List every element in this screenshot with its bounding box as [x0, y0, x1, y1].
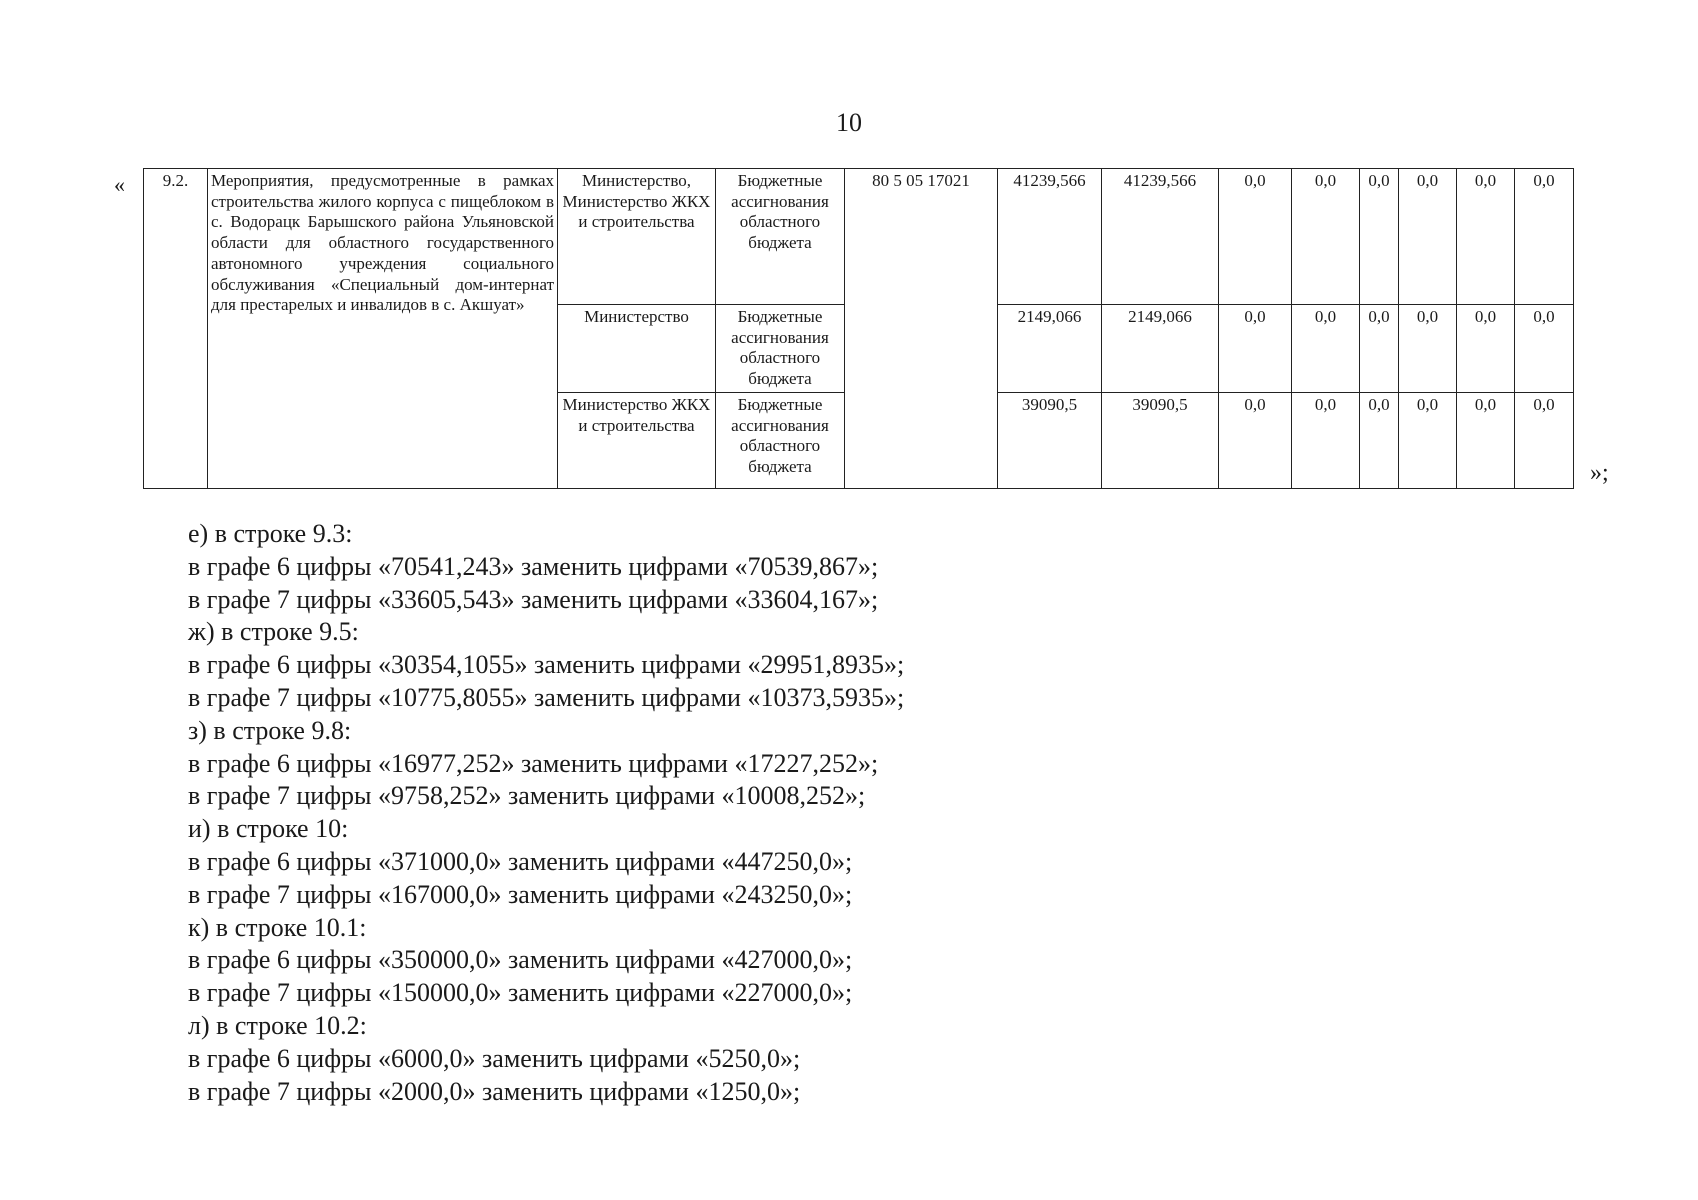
text-line: в графе 7 цифры «2000,0» заменить цифрами «1250,0»;: [188, 1076, 801, 1106]
year-value-cell: 0,0: [1399, 392, 1457, 488]
year-value-cell: 0,0: [1515, 305, 1574, 393]
year-value-cell: 0,0: [1219, 392, 1292, 488]
year-value-cell: 0,0: [1457, 305, 1515, 393]
year-value-cell: 0,0: [1219, 169, 1292, 305]
row-number: 9.2.: [144, 169, 208, 489]
quote-open: «: [114, 172, 125, 197]
budget-table: [143, 168, 1574, 489]
page-number: 10: [836, 108, 862, 137]
text-line: в графе 6 цифры «350000,0» заменить цифрами «427000,0»;: [188, 945, 853, 975]
total-cell: 39090,5: [998, 392, 1102, 488]
text-line: в графе 7 цифры «10775,8055» заменить цифрами «10373,5935»;: [188, 682, 905, 712]
text-line: л) в строке 10.2:: [188, 1010, 367, 1040]
text-line: к) в строке 10.1:: [188, 912, 367, 942]
year-value-cell: 0,0: [1457, 169, 1515, 305]
budget-code: 80 5 05 17021: [845, 169, 998, 489]
year-value-cell: 0,0: [1292, 392, 1360, 488]
text-line: в графе 6 цифры «371000,0» заменить цифрами «447250,0»;: [188, 846, 853, 876]
funding-source-cell: Бюджетные ассигнования областного бюджета: [716, 392, 845, 488]
year-value-cell: 0,0: [1399, 169, 1457, 305]
text-line: в графе 7 цифры «167000,0» заменить цифрами «243250,0»;: [188, 879, 853, 909]
year-value-cell: 0,0: [1292, 305, 1360, 393]
year-value-cell: 0,0: [1360, 305, 1399, 393]
year-value-cell: 2149,066: [1102, 305, 1219, 393]
year-value-cell: 0,0: [1360, 392, 1399, 488]
text-line: в графе 6 цифры «70541,243» заменить цифрами «70539,867»;: [188, 551, 879, 581]
text-line: ж) в строке 9.5:: [188, 617, 359, 647]
year-value-cell: 0,0: [1515, 392, 1574, 488]
year-value-cell: 0,0: [1515, 169, 1574, 305]
year-value-cell: 0,0: [1360, 169, 1399, 305]
executor-cell: Министерство ЖКХ и строительства: [558, 392, 716, 488]
funding-source-cell: Бюджетные ассигнования областного бюджета: [716, 169, 845, 305]
year-value-cell: 39090,5: [1102, 392, 1219, 488]
text-line: и) в строке 10:: [188, 814, 349, 844]
text-line: в графе 6 цифры «30354,1055» заменить цифрами «29951,8935»;: [188, 650, 905, 680]
year-value-cell: 0,0: [1457, 392, 1515, 488]
year-value-cell: 41239,566: [1102, 169, 1219, 305]
text-line: е) в строке 9.3:: [188, 519, 353, 548]
funding-source-cell: Бюджетные ассигнования областного бюджета: [716, 305, 845, 393]
total-cell: 2149,066: [998, 305, 1102, 393]
text-line: в графе 7 цифры «33605,543» заменить цифрами «33604,167»;: [188, 584, 879, 614]
text-line: в графе 6 цифры «16977,252» заменить цифрами «17227,252»;: [188, 748, 879, 778]
executor-cell: Министерство, Министерство ЖКХ и строительства: [558, 169, 716, 305]
year-value-cell: 0,0: [1219, 305, 1292, 393]
text-line: в графе 7 цифры «150000,0» заменить цифрами «227000,0»;: [188, 978, 853, 1008]
total-cell: 41239,566: [998, 169, 1102, 305]
amendments-text: [188, 518, 904, 1108]
text-line: в графе 7 цифры «9758,252» заменить цифрами «10008,252»;: [188, 781, 866, 811]
table-row: [144, 169, 1574, 305]
executor-cell: Министерство: [558, 305, 716, 393]
year-value-cell: 0,0: [1399, 305, 1457, 393]
row-description: Мероприятия, предусмотренные в рамках строительства жилого корпуса с пищеблоком в с. Водорацк Барышского района Ульяновской области для областного государственного автономного учреждения социального обслуживания «Специальный дом-интернат для престарелых и инвалидов в с. Акшуат»: [208, 169, 558, 489]
quote-close: »;: [1590, 460, 1609, 486]
text-line: в графе 6 цифры «6000,0» заменить цифрами «5250,0»;: [188, 1043, 801, 1073]
text-line: з) в строке 9.8:: [188, 715, 352, 745]
year-value-cell: 0,0: [1292, 169, 1360, 305]
